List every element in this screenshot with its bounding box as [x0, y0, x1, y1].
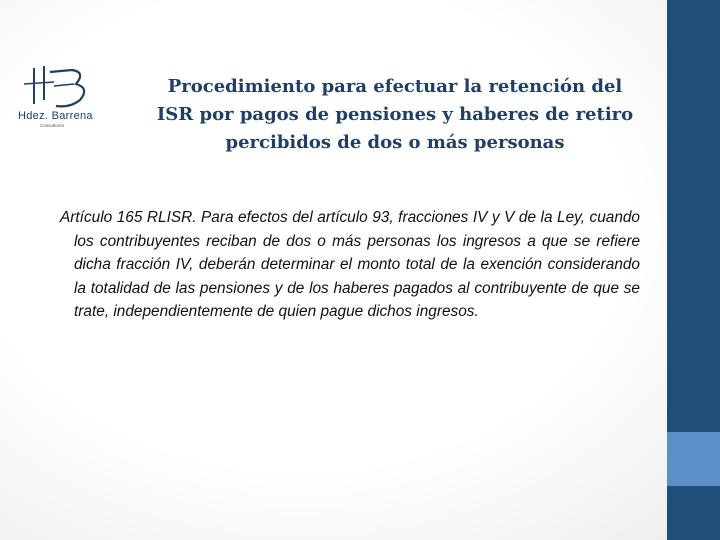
company-logo: [14, 62, 100, 128]
sidebar-accent-block: [667, 432, 720, 486]
article-paragraph: Artículo 165 RLISR. Para efectos del artículo 93, fracciones IV y V de la Ley, cuando los contribuyentes reciban de dos o más personas los ingresos a que se refiere dicha fracción IV, deberán determinar el monto total de la exención considerando la totalidad de las pensiones y de los haberes pagados al contribuyente de que se trate, independientemente de quien pague dichos ingresos.: [60, 209, 640, 320]
logo-monogram-icon: [14, 62, 100, 112]
logo-subtitle: Consultores: [40, 123, 65, 128]
logo-name: Hdez. Barrena: [18, 110, 93, 122]
slide-title: Procedimiento para efectuar la retención del ISR por pagos de pensiones y haberes de retiro percibidos de dos o más personas: [156, 76, 634, 153]
